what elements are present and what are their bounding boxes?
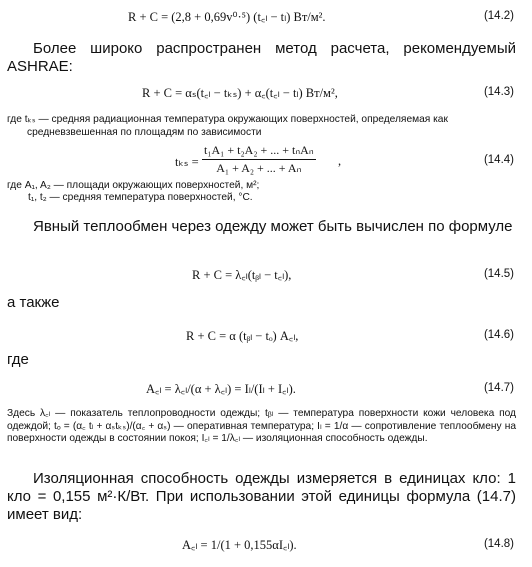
equation-14-2: R + C = (2,8 + 0,69v⁰·⁵) (t꜀ₗ − tₗ) Вт/м². <box>128 10 326 24</box>
paragraph: где <box>7 351 29 368</box>
equation-number: (14.7) <box>483 382 514 394</box>
equation-number: (14.4) <box>483 154 514 166</box>
equation-14-4-tail: , <box>338 154 342 168</box>
equation-number: (14.2) <box>483 10 514 22</box>
paragraph: Более широко распространен метод расчета, рекомендуемый ASHRAE: <box>7 40 516 75</box>
equation-14-7: A꜀ₗ = λ꜀ₗ/(α + λ꜀ₗ) = Iₗ/(Iₗ + I꜀ₗ). <box>146 382 296 396</box>
note: где tₖₛ — средняя радиационная температура окружающих поверхностей, определяемая как средневзвешенная по площадям по зависимости <box>7 114 448 138</box>
equation-number: (14.6) <box>483 329 514 341</box>
equation-number: (14.8) <box>483 538 514 550</box>
equation-number: (14.3) <box>483 86 514 98</box>
equation-14-4-fraction <box>202 143 316 176</box>
equation-14-3: R + C = αₛ(t꜀ₗ − tₖₛ) + α꜀(t꜀ₗ − tₗ) Вт/м², <box>142 86 338 100</box>
paragraph: а также <box>7 294 60 311</box>
note: t₁, t₂ — средняя температура поверхностей, °С. <box>28 192 253 203</box>
equation-number: (14.5) <box>483 268 514 280</box>
paragraph: Изоляционная способность одежды измеряется в единицах кло: 1 кло = 0,155 м²·К/Вт. При использовании этой единицы формула (14.7) имеет вид: <box>7 470 516 523</box>
equation-14-6: R + C = α (tᵦₗ − tₒ) A꜀ₗ, <box>186 329 299 343</box>
fraction-denominator: A₁ + A₂ + ... + Aₙ <box>216 161 302 175</box>
note: где A₁, A₂ — площади окружающих поверхностей, м²; <box>7 180 260 191</box>
paragraph: Явный теплообмен через одежду может быть вычислен по формуле <box>33 218 513 235</box>
equation-14-8: A꜀ₗ = 1/(1 + 0,155αI꜀ₗ). <box>182 538 297 552</box>
note: Здесь λ꜀ₗ — показатель теплопроводности одежды; tᵦₗ — температура поверхности кожи человека под одеждой; tₒ = (α꜀ tₗ + αₛtₖₛ)/(α꜀ + αₛ) — оперативная температура; Iₗ = 1/α — сопротивление теплообмену на поверхности одежды в состоянии покоя; I꜀ₗ = 1/λ꜀ₗ — изоляционная способность одежды. <box>7 408 516 444</box>
fraction-numerator: t₁A₁ + t₂A₂ + ... + tₙAₙ <box>202 143 316 160</box>
equation-14-5: R + C = λ꜀ₗ(tᵦₗ − t꜀ₗ), <box>192 268 292 282</box>
equation-14-4-lhs: tₖₛ = <box>175 155 199 169</box>
